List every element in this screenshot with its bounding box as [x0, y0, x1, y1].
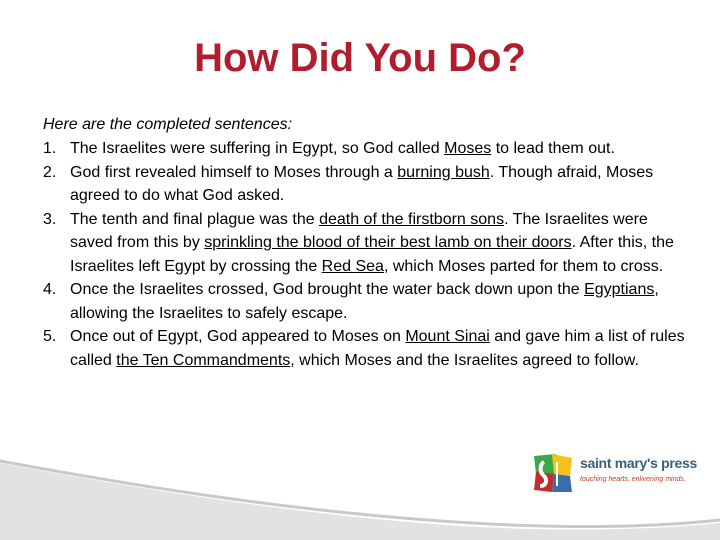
item-number: 4. — [43, 281, 57, 298]
item-number: 5. — [43, 328, 57, 345]
sentence-text: Once out of Egypt, God appeared to Moses on — [70, 328, 406, 345]
intro-text: Here are the completed sentences: — [43, 116, 293, 133]
sentence-text: to lead them out. — [491, 140, 615, 157]
item-number: 2. — [43, 163, 57, 181]
slide-content — [43, 113, 693, 372]
answer-text: Mount Sinai — [405, 328, 490, 345]
sentence-text: and gave him a list of rules called — [70, 328, 685, 369]
item-number: 1. — [43, 140, 57, 157]
sentence-text: . Though afraid, Moses agreed to do what God asked. — [70, 163, 654, 204]
list-item — [43, 161, 693, 208]
list-item — [43, 208, 693, 279]
answer-text: Moses — [444, 140, 492, 157]
sentence-text: God first revealed himself to Moses through a — [70, 163, 398, 181]
answer-text: the Ten Commandments — [116, 351, 291, 369]
sentence-text: The tenth and final plague was the — [70, 210, 320, 228]
list-item — [43, 325, 693, 372]
sentence-text: . The Israelites were saved from this by — [70, 210, 648, 251]
logo-tagline: touching hearts. enlivening minds. — [580, 476, 686, 483]
answer-text: death of the firstborn sons — [319, 210, 505, 228]
sentence-text: , which Moses parted for them to cross. — [383, 257, 664, 275]
answer-text: sprinkling the blood of their best lamb on their doors — [204, 234, 572, 251]
sentence-text: . After this, the Israelites left Egypt by crossing the — [70, 234, 674, 275]
logo-name: saint mary's press — [580, 455, 697, 471]
answer-text: burning bush — [397, 163, 490, 181]
slide-title: How Did You Do? — [194, 36, 526, 80]
list-item — [43, 137, 693, 161]
sentence-text: Once the Israelites crossed, God brought the water back down upon the — [70, 281, 585, 298]
answer-list — [43, 137, 693, 372]
sentence-text: , allowing the Israelites to safely escape. — [70, 281, 659, 322]
list-item — [43, 278, 693, 325]
sentence-text: The Israelites were suffering in Egypt, so God called — [70, 140, 445, 157]
item-number: 3. — [43, 210, 57, 228]
answer-text: Egyptians — [584, 281, 655, 298]
publisher-logo — [530, 450, 700, 495]
sentence-text: , which Moses and the Israelites agreed to follow. — [290, 351, 639, 369]
logo-mark-icon — [530, 450, 576, 495]
answer-text: Red Sea — [321, 257, 384, 275]
